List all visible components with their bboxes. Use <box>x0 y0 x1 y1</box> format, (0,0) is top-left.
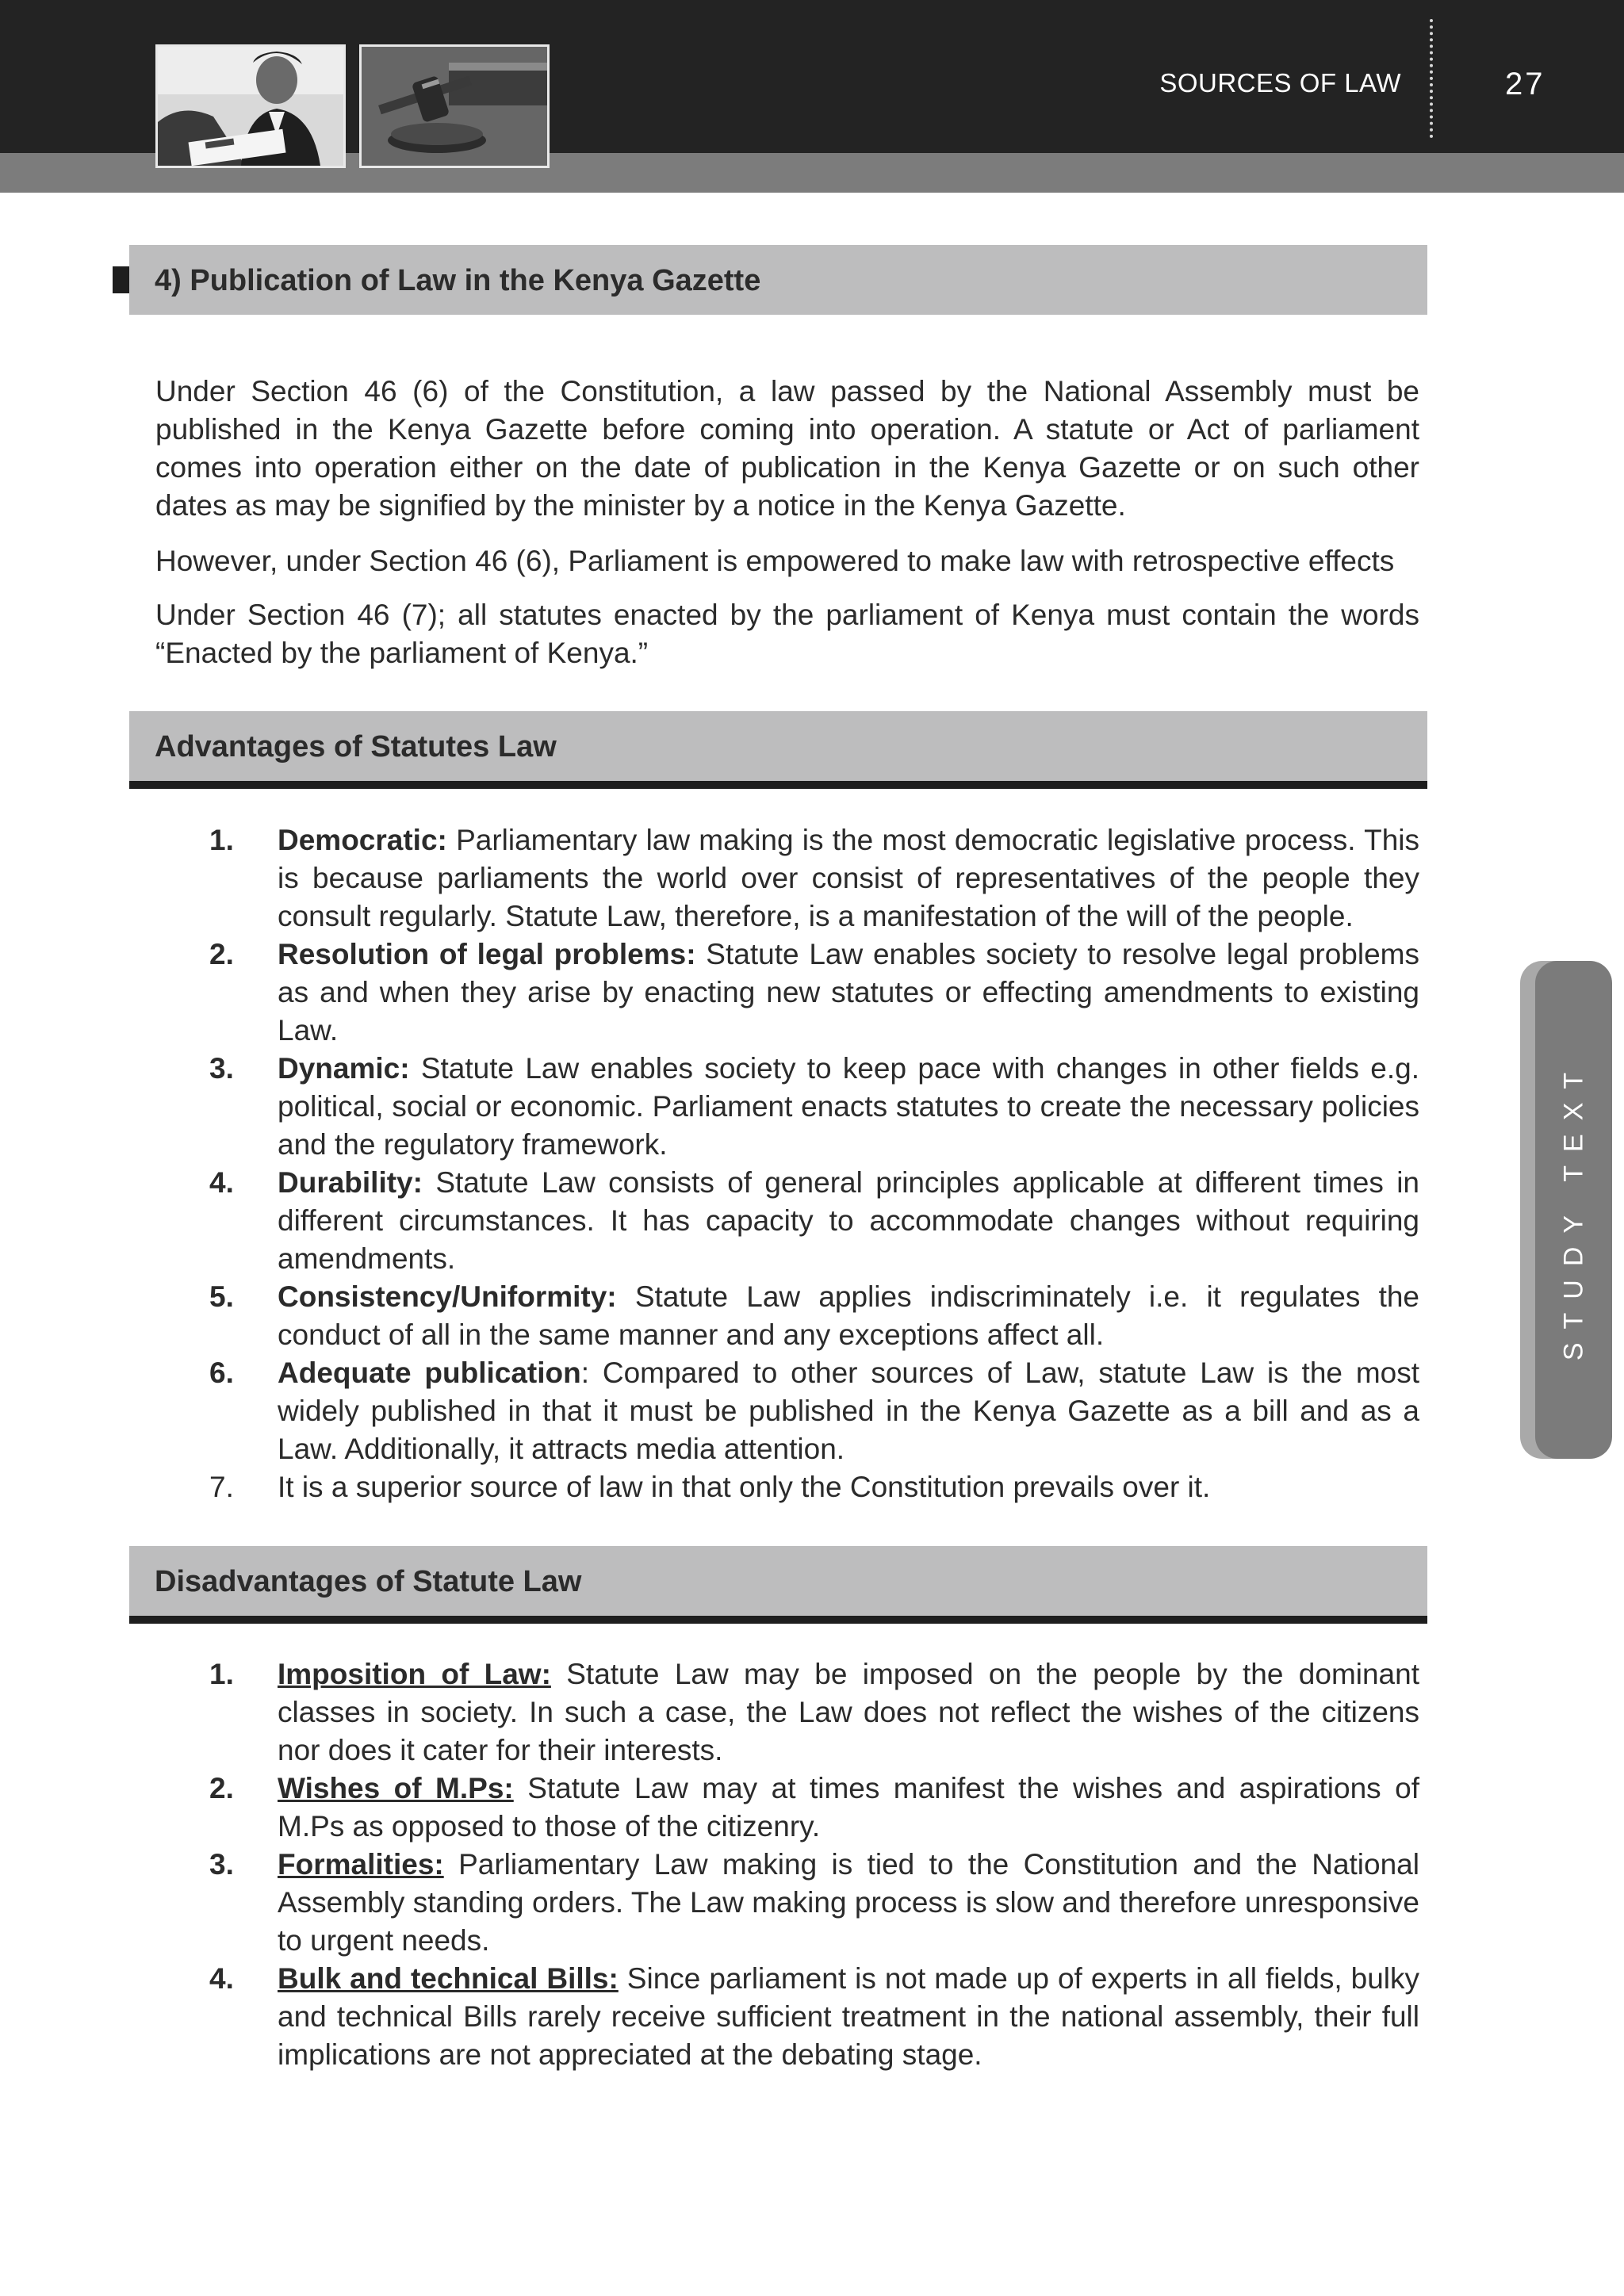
item-number: 5. <box>209 1280 234 1313</box>
list-item <box>155 936 1419 1050</box>
section-bar-publication <box>129 245 1427 315</box>
list-item <box>155 1846 1419 1960</box>
item-term: Resolution of legal problems: <box>278 938 696 970</box>
paragraph: However, under Section 46 (6), Parliament is empowered to make law with retrospective effects <box>155 545 1395 577</box>
item-number: 7. <box>209 1471 234 1503</box>
item-term: Durability: <box>278 1166 423 1199</box>
item-number: 2. <box>209 1772 234 1804</box>
item-number: 3. <box>209 1052 234 1085</box>
list-item <box>155 1468 1419 1506</box>
item-number: 1. <box>209 1658 234 1690</box>
list-item <box>155 821 1419 936</box>
advantages-list <box>155 821 1419 1506</box>
item-text: Statute Law applies indiscriminately i.e. it regulates the conduct of all in the same manner and any exceptions affect all. <box>278 1280 1419 1351</box>
item-text: : Compared to other sources of Law, statute Law is the most widely published in that it must be published in the Kenya Gazette as a bill and as a Law. Additionally, it attracts media attention. <box>278 1357 1420 1465</box>
list-item <box>155 1164 1419 1278</box>
item-text: Parliamentary law making is the most democratic legislative process. This is because parliaments the world over consist of representatives of the people they consult regularly. Statute Law, therefore, is a manifestation of the will of the people. <box>278 824 1419 932</box>
item-text: Statute Law consists of general principles applicable at different times in different circumstances. It has capacity to accommodate changes without requiring amendments. <box>278 1166 1419 1275</box>
item-text: Statute Law enables society to keep pace with changes in other fields e.g. political, social or economic. Parliament enacts statutes to create the necessary policies and the regulatory framework. <box>278 1052 1419 1161</box>
item-text: Statute Law enables society to resolve legal problems as and when they arise by enacting new statutes or effecting amendments to existing Law. <box>278 938 1419 1047</box>
disadvantages-list <box>155 1655 1419 2074</box>
list-item <box>155 1278 1419 1354</box>
item-term: Democratic: <box>278 824 447 856</box>
item-term: Imposition of Law: <box>278 1658 551 1690</box>
section-heading-advantages: Advantages of Statutes Law <box>155 730 557 763</box>
item-term: Consistency/Uniformity: <box>278 1280 617 1313</box>
header-photo-woman <box>155 44 346 168</box>
paragraph: Under Section 46 (6) of the Constitution, a law passed by the National Assembly must be published in the Kenya Gazette before coming into operation. A statute or Act of parliament comes into operation either on the date of publication in the Kenya Gazette or on such other dates as may be signified by the minister by a notice in the Kenya Gazette. <box>155 375 1419 522</box>
list-item <box>155 1655 1419 1770</box>
page-number: 27 <box>1505 67 1545 101</box>
item-number: 3. <box>209 1848 234 1881</box>
header-photo-gavel <box>359 44 550 168</box>
item-term: Bulk and technical Bills: <box>278 1962 619 1995</box>
item-term: Dynamic: <box>278 1052 410 1085</box>
item-term: Wishes of M.Ps: <box>278 1772 514 1804</box>
section-heading-disadvantages: Disadvantages of Statute Law <box>155 1565 582 1598</box>
paragraph: Under Section 46 (7); all statutes enacted by the parliament of Kenya must contain the words “Enacted by the parliament of Kenya.” <box>155 599 1419 669</box>
list-item <box>155 1354 1419 1468</box>
list-item <box>155 1770 1419 1846</box>
item-term: Formalities: <box>278 1848 444 1881</box>
item-text: It is a superior source of law in that only the Constitution prevails over it. <box>278 1471 1211 1503</box>
section-bar-disadvantages <box>129 1546 1427 1624</box>
item-term: Adequate publication <box>278 1357 581 1389</box>
item-number: 4. <box>209 1962 234 1995</box>
list-item <box>155 1050 1419 1164</box>
item-number: 6. <box>209 1357 234 1389</box>
item-text: Statute Law may be imposed on the people by the dominant classes in society. In such a case, the Law does not reflect the wishes of the citizens nor does it cater for their interests. <box>278 1658 1419 1766</box>
header-divider <box>1430 19 1433 138</box>
section-bar-advantages <box>129 711 1427 789</box>
side-tab-label: STUDY TEXT <box>1558 1058 1589 1361</box>
item-number: 1. <box>209 824 234 856</box>
section-heading-publication: 4) Publication of Law in the Kenya Gazette <box>155 264 761 297</box>
list-item <box>155 1960 1419 2074</box>
item-text: Statute Law may at times manifest the wishes and aspirations of M.Ps as opposed to those of the citizenry. <box>278 1772 1420 1843</box>
item-text: Parliamentary Law making is tied to the Constitution and the National Assembly standing orders. The Law making process is slow and therefore unresponsive to urgent needs. <box>278 1848 1419 1957</box>
item-number: 2. <box>209 938 234 970</box>
item-text: Since parliament is not made up of experts in all fields, bulky and technical Bills rarely receive sufficient treatment in the national assembly, their full implications are not appreciated at the debating stage. <box>278 1962 1419 2071</box>
running-title: SOURCES OF LAW <box>1159 68 1401 98</box>
item-number: 4. <box>209 1166 234 1199</box>
